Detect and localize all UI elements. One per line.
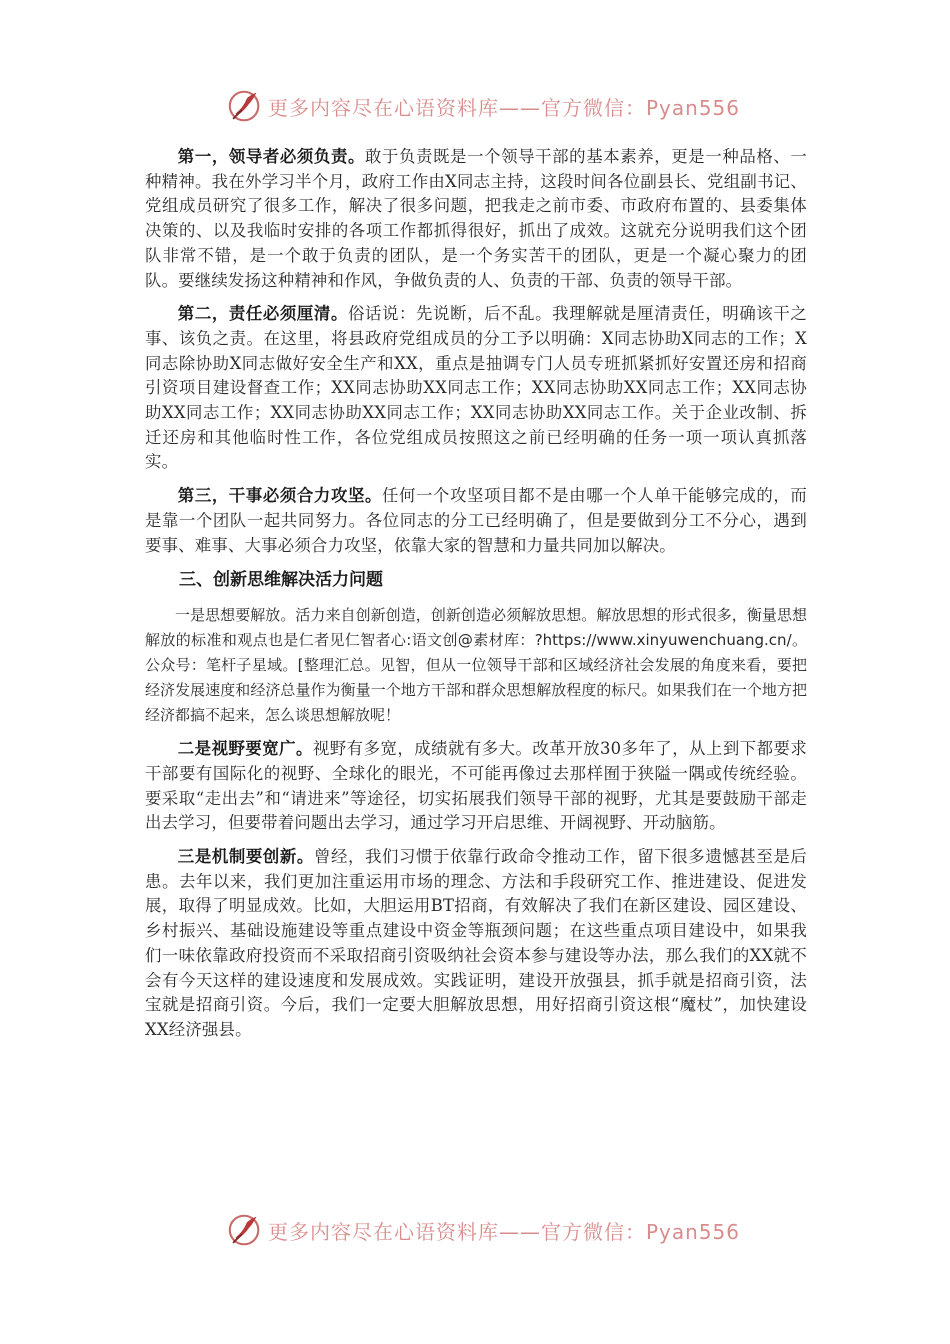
quill-logo-icon (226, 1211, 264, 1249)
paragraph-emancipate-mind: 一是思想要解放。活力来自创新创造，创新创造必须解放思想。解放思想的形式很多，衡量思想解放的标准和观点也是仁者见仁智者心:语文创@素材库：?https://www.xinyuwenchuang.cn/。公众号：笔杆子星域。[整理汇总。见智，但从一位领导干部和区域经济社会发展的角度来看，要把经济发展速度和经济总量作为衡量一个地方干部和群众思想解放程度的标尺。如果我们在一个地方把经济都搞不起来，怎么谈思想解放呢！ (145, 606, 807, 725)
header-watermark (226, 86, 741, 126)
paragraph-broad-vision (145, 737, 807, 836)
paragraph-lead: 第一，领导者必须负责。 (177, 147, 365, 166)
paragraph-lead: 第二，责任必须厘清。 (177, 304, 348, 324)
paragraph-lead: 第三，干事必须合力攻坚。 (177, 486, 382, 506)
paragraph-lead: 二是视野要宽广。 (177, 739, 313, 759)
quill-logo-icon (226, 87, 264, 125)
paragraph-body: 曾经，我们习惯于依靠行政命令推动工作，留下很多遗憾甚至是后患。去年以来，我们更加注重运用市场的理念、方法和手段研究工作、推进建设、促进发展，取得了明显成效。比如，大胆运用BT招商，有效解决了我们在新区建设、园区建设、乡村振兴、基础设施建设等重点建设中资金等瓶颈问题；在这些重点项目建设中，如果我们一味依靠政府投资而不采取招商引资吸纳社会资本参与建设等办法，那么我们的XX就不会有今天这样的建设速度和发展成效。实践证明，建设开放强县，抓手就是招商引资，法宝就是招商引资。今后，我们一定要大胆解放思想，用好招商引资这根“魔杖”，加快建设XX经济强县。 (145, 847, 807, 1039)
paragraph-leader-responsibility (145, 145, 807, 293)
paragraph-body: 视野有多宽，成绩就有多大。改革开放30多年了，从上到下都要求干部要有国际化的视野、全球化的眼光，不可能再像过去那样囿于狭隘一隅或传统经验。要采取“走出去”和“请进来”等途径，切实拓展我们领导干部的视野，尤其是要鼓励干部走出去学习，但要带着问题出去学习，通过学习开启思维、开阔视野、开动脑筋。 (145, 739, 807, 833)
document-body (145, 145, 807, 1052)
footer-watermark (226, 1210, 741, 1250)
paragraph-mechanism-innovation (145, 845, 807, 1043)
paragraph-body: 任何一个攻坚项目都不是由哪一个人单干能够完成的，而是靠一个团队一起共同努力。各位同志的分工已经明确了，但是要做到分工不分心，遇到要事、难事、大事必须合力攻坚，依靠大家的智慧和力量共同加以解决。 (145, 486, 807, 555)
header-watermark-text: 更多内容尽在心语资料库——官方微信：Pyan556 (268, 95, 741, 120)
section-heading: 三、创新思维解决活力问题 (179, 570, 383, 591)
footer-watermark-text: 更多内容尽在心语资料库——官方微信：Pyan556 (268, 1219, 741, 1244)
paragraph-body: 敢于负责既是一个领导干部的基本素养，更是一种品格、一种精神。我在外学习半个月，政府工作由X同志主持，这段时间各位副县长、党组副书记、党组成员研究了很多工作，解决了很多问题，把我走之前市委、市政府布置的、县委集体决策的、以及我临时安排的各项工作都抓得很好，抓出了成效。这就充分说明我们这个团队非常不错，是一个敢于负责的团队，是一个务实苦干的团队，更是一个凝心聚力的团队。要继续发扬这种精神和作风，争做负责的人、负责的干部、负责的领导干部。 (145, 147, 807, 290)
paragraph-clarify-responsibility (145, 302, 807, 475)
paragraph-body: 俗话说：先说断，后不乱。我理解就是厘清责任，明确该干之事、该负之责。在这里，将县政府党组成员的分工予以明确：X同志协助X同志的工作；X同志除协助X同志做好安全生产和XX，重点是抽调专门人员专班抓紧抓好安置还房和招商引资项目建设督查工作；XX同志协助XX同志工作；XX同志协助XX同志工作；XX同志协助XX同志工作；XX同志协助XX同志工作；XX同志协助XX同志工作。关于企业改制、拆迁还房和其他临时性工作，各位党组成员按照这之前已经明确的任务一项一项认真抓落实。 (145, 304, 807, 472)
paragraph-lead: 三是机制要创新。 (177, 847, 314, 867)
paragraph-joint-effort (145, 484, 807, 558)
